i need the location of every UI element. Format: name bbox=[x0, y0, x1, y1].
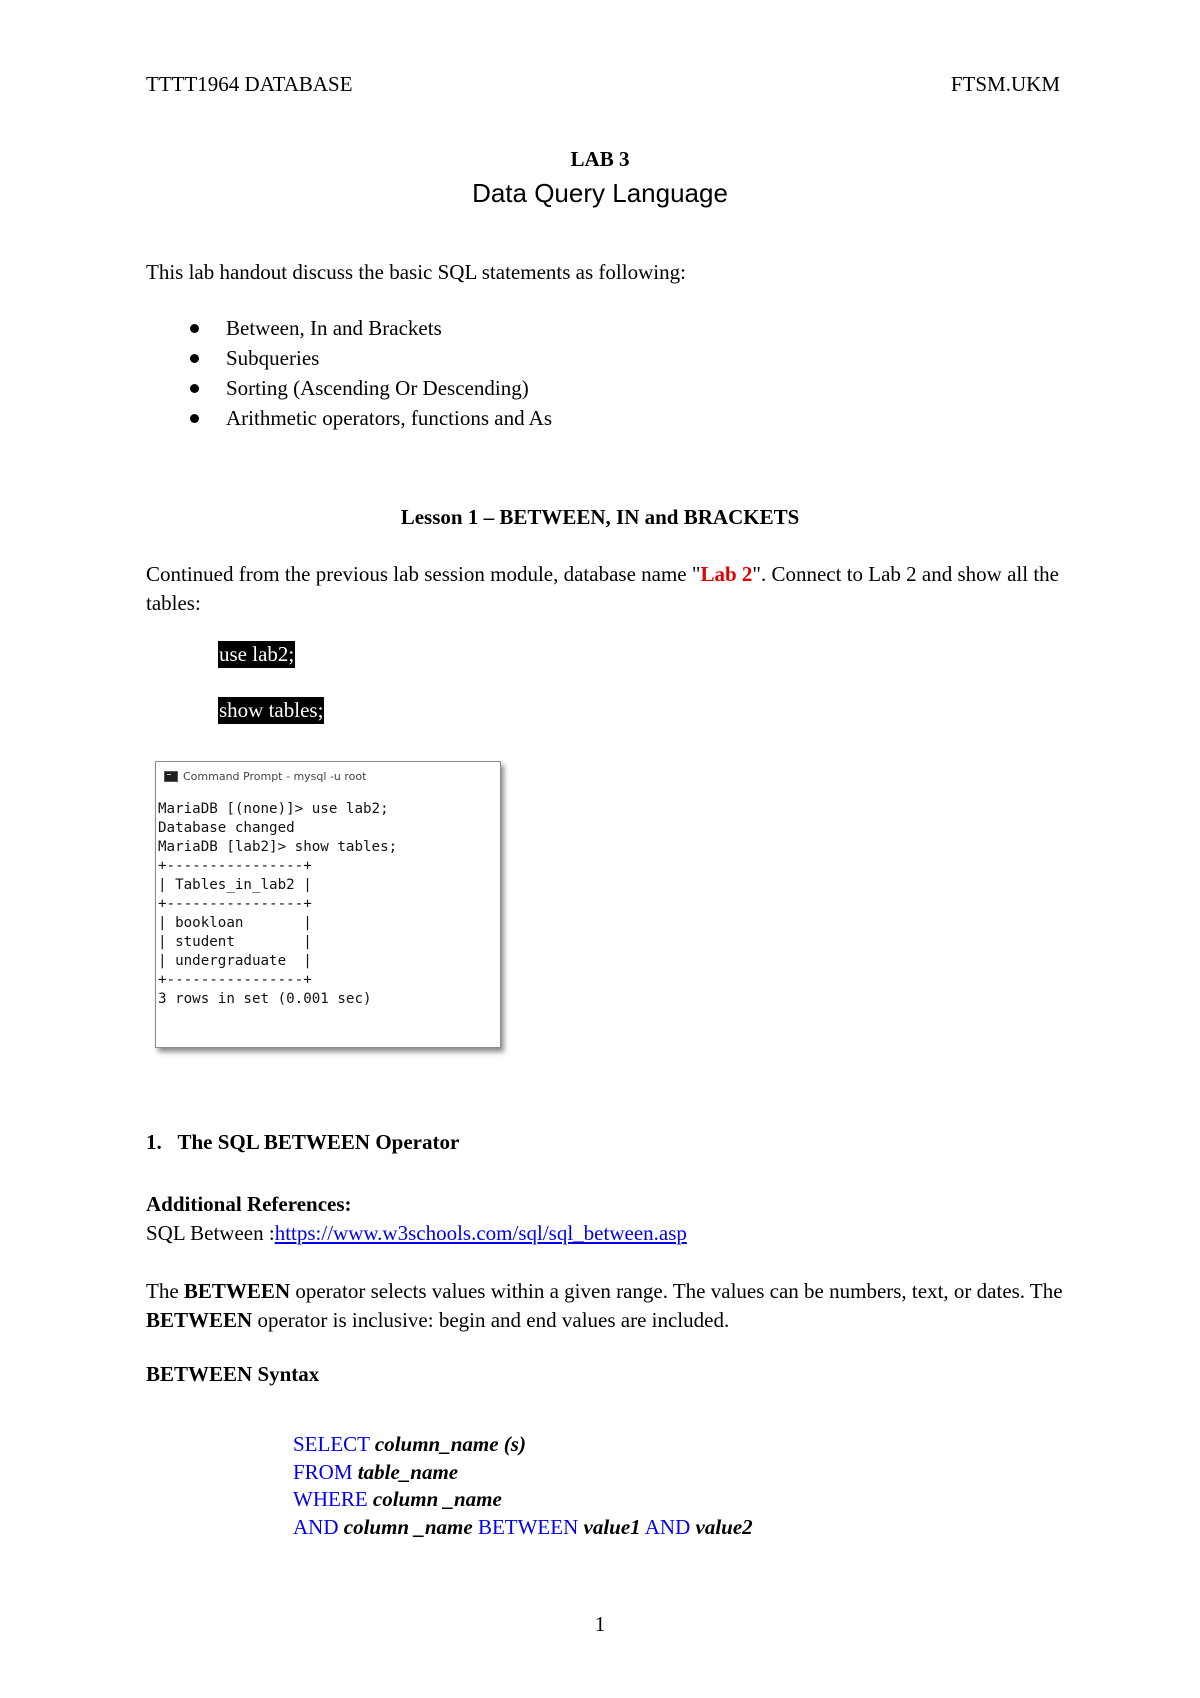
syntax-line-where bbox=[293, 1486, 753, 1514]
para-text: ". Connect to Lab 2 and show all the tables: bbox=[146, 562, 1059, 615]
sql-keyword: AND bbox=[644, 1514, 691, 1539]
reference-line bbox=[146, 1221, 687, 1246]
syntax-line-from bbox=[293, 1459, 753, 1487]
header-faculty: FTSM.UKM bbox=[950, 72, 1060, 96]
sql-identifier: column_name (s) bbox=[374, 1432, 526, 1456]
console-line: Database changed bbox=[158, 820, 295, 836]
console-line: | undergraduate | bbox=[158, 953, 312, 969]
syntax-line-select bbox=[293, 1431, 753, 1459]
reference-prefix: SQL Between : bbox=[146, 1221, 275, 1245]
console-output bbox=[158, 800, 397, 1009]
intro-text: This lab handout discuss the basic SQL statements as following: bbox=[146, 260, 686, 284]
console-screenshot bbox=[155, 761, 501, 1048]
console-line: MariaDB [lab2]> show tables; bbox=[158, 839, 398, 855]
console-line: 3 rows in set (0.001 sec) bbox=[158, 991, 372, 1007]
w3schools-link[interactable]: https://www.w3schools.com/sql/sql_between.asp bbox=[274, 1221, 687, 1245]
between-syntax-block bbox=[293, 1431, 753, 1541]
sql-identifier: value2 bbox=[695, 1514, 753, 1539]
database-name: Lab 2 bbox=[700, 562, 753, 586]
sql-keyword: WHERE bbox=[293, 1487, 368, 1511]
desc-text: operator selects values within a given range. The values can be numbers, text, or dates. The bbox=[290, 1279, 1063, 1303]
console-line: MariaDB [(none)]> use lab2; bbox=[158, 801, 389, 817]
desc-text: The bbox=[146, 1279, 184, 1303]
console-title: Command Prompt - mysql -u root bbox=[183, 770, 367, 783]
section-number: 1. bbox=[146, 1130, 162, 1154]
console-line: +----------------+ bbox=[158, 972, 312, 988]
sql-keyword: SELECT bbox=[293, 1432, 370, 1456]
console-line: | bookloan | bbox=[158, 915, 312, 931]
sql-keyword: AND bbox=[293, 1514, 339, 1539]
sql-identifier: table_name bbox=[357, 1459, 459, 1484]
sql-keyword: FROM bbox=[293, 1459, 353, 1484]
between-description bbox=[146, 1277, 1076, 1335]
console-title-bar bbox=[164, 770, 366, 783]
desc-keyword: BETWEEN bbox=[183, 1279, 291, 1303]
desc-keyword: BETWEEN bbox=[146, 1308, 253, 1332]
topic-item: Subqueries bbox=[146, 343, 552, 373]
sql-identifier: value1 bbox=[583, 1514, 641, 1539]
lab-subtitle: Data Query Language bbox=[472, 178, 728, 208]
lesson-intro-paragraph bbox=[146, 560, 1066, 618]
console-line: +----------------+ bbox=[158, 858, 312, 874]
syntax-line-and bbox=[293, 1514, 753, 1542]
section-heading bbox=[146, 1130, 459, 1155]
topic-item: Between, In and Brackets bbox=[146, 313, 552, 343]
console-line: | Tables_in_lab2 | bbox=[158, 877, 312, 893]
sql-identifier: column _name bbox=[343, 1514, 473, 1539]
code-use-lab2: use lab2; bbox=[219, 642, 295, 666]
desc-text: operator is inclusive: begin and end values are included. bbox=[252, 1308, 730, 1332]
sql-identifier: column _name bbox=[372, 1487, 502, 1511]
command-prompt-icon bbox=[164, 771, 178, 782]
para-text: Continued from the previous lab session module, database name " bbox=[146, 562, 701, 586]
lesson-heading: Lesson 1 – BETWEEN, IN and BRACKETS bbox=[400, 505, 800, 529]
lab-title: LAB 3 bbox=[570, 147, 630, 171]
console-line: +----------------+ bbox=[158, 896, 312, 912]
topic-item: Sorting (Ascending Or Descending) bbox=[146, 373, 552, 403]
section-title: The SQL BETWEEN Operator bbox=[177, 1130, 460, 1154]
topic-list bbox=[146, 313, 552, 433]
topic-item: Arithmetic operators, functions and As bbox=[146, 403, 552, 433]
syntax-heading: BETWEEN Syntax bbox=[146, 1362, 320, 1386]
console-line: | student | bbox=[158, 934, 312, 950]
references-label: Additional References: bbox=[146, 1192, 352, 1216]
code-show-tables: show tables; bbox=[219, 698, 324, 722]
header-course-code: TTTT1964 DATABASE bbox=[146, 72, 353, 96]
page-number: 1 bbox=[594, 1612, 606, 1636]
sql-keyword: BETWEEN bbox=[477, 1514, 579, 1539]
